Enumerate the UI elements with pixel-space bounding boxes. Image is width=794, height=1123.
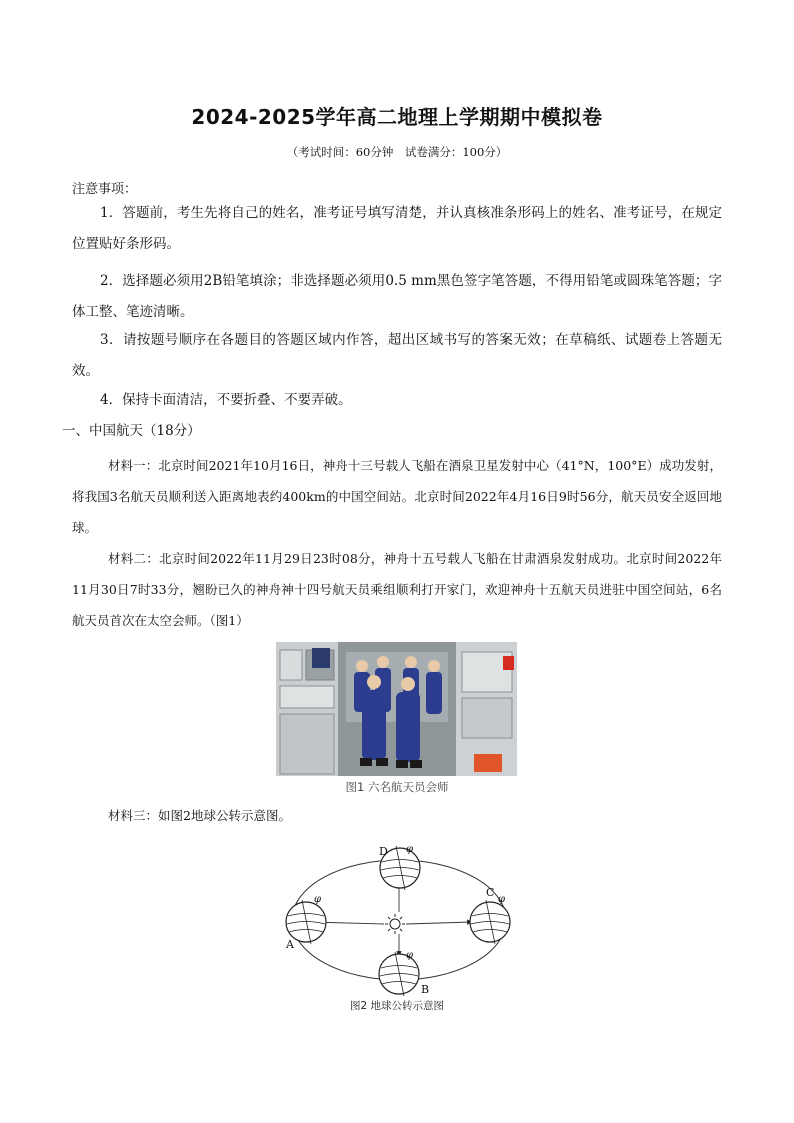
notice-item-2: 2．选择题必须用2B铅笔填涂；非选择题必须用0.5 mm黑色签字笔答题，不得用铅笔或圆珠笔答题；字体工整、笔迹清晰。 [72, 273, 722, 320]
phi-a: φ [314, 894, 322, 905]
section-heading: 一、中国航天（18分） [62, 423, 201, 439]
label-b: B [421, 983, 430, 996]
notice-item-3: 3．请按题号顺序在各题目的答题区域内作答，超出区域书写的答案无效；在草稿纸、试题卷上答题无效。 [72, 332, 722, 379]
phi-c: φ [498, 894, 506, 905]
earth-c-icon [470, 900, 510, 944]
notice-heading: 注意事项： [72, 182, 138, 197]
exam-subtitle: （考试时间：60分钟 试卷满分：100分） [286, 145, 508, 159]
sun-icon [385, 914, 405, 934]
phi-d: φ [406, 844, 414, 855]
material-1: 材料一：北京时间2021年10月16日，神舟十三号载人飞船在酒泉卫星发射中心（41°N，100°E）成功发射，将我国3名航天员顺利送入距离地表约400km的中国空间站。北京时间2022年4月16日9时56分，航天员安全返回地球。 [72, 458, 722, 535]
figure-2-caption: 图2 地球公转示意图 [349, 1000, 445, 1012]
figure-1-caption: 图1 六名航天员会师 [345, 780, 449, 794]
notice-item-1: 1．答题前，考生先将自己的姓名，准考证号填写清楚，并认真核准条形码上的姓名、准考证号，在规定位置贴好条形码。 [72, 205, 722, 252]
material-2: 材料二：北京时间2022年11月29日23时08分，神舟十五号载人飞船在甘肃酒泉发射成功。北京时间2022年11月30日7时33分，翘盼已久的神舟神十四号航天员乘组顺利打开家门，欢迎神舟十五航天员进驻中国空间站，6名航天员首次在太空会师。（图1） [72, 551, 722, 628]
label-c: C [486, 886, 495, 899]
material-3: 材料三：如图2地球公转示意图。 [108, 808, 291, 823]
label-a: A [286, 938, 294, 951]
phi-b: φ [406, 950, 414, 961]
label-d: D [379, 845, 388, 858]
earth-revolution-diagram [278, 838, 518, 1000]
exam-title: 2024-2025学年高二地理上学期期中模拟卷 [191, 105, 603, 129]
notice-item-4: 4．保持卡面清洁，不要折叠、不要弄破。 [100, 392, 352, 408]
astronauts-photo [276, 642, 517, 776]
